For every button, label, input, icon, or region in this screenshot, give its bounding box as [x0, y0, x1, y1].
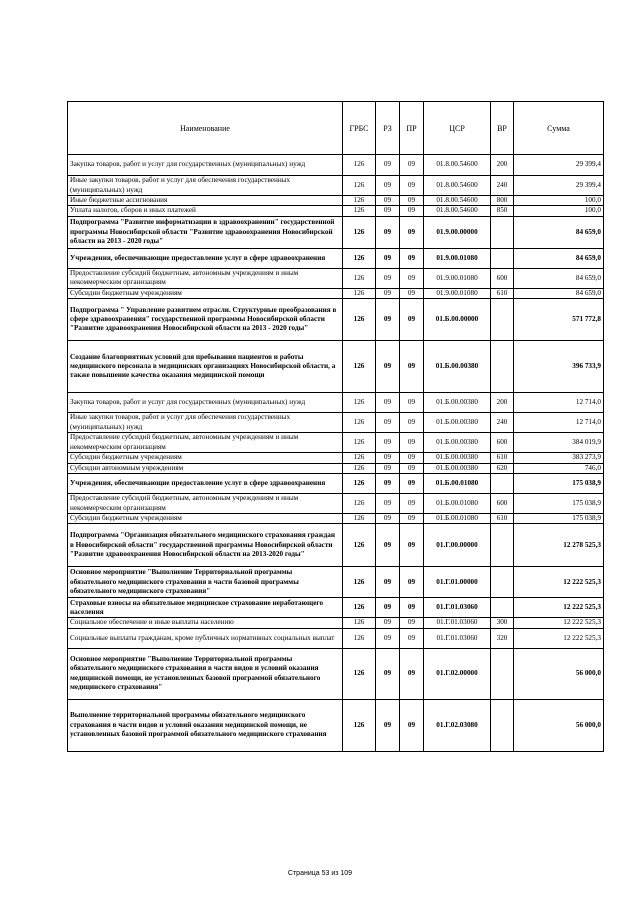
cell-sum: 29 399,4 [514, 155, 604, 176]
cell-rz: 09 [376, 598, 400, 618]
cell-rz: 09 [376, 453, 400, 463]
cell-csr: 01.9.00.01080 [424, 288, 491, 298]
cell-pr: 09 [400, 206, 424, 216]
cell-name: Основное мероприятие "Выполнение Территориальной программы обязательного медицинского страхования в части видов и условий оказания медицинской помощи, не установленных базовой программой обязательного медицинского страхования" [68, 648, 343, 699]
header-csr: ЦСР [424, 102, 491, 155]
cell-rz: 09 [376, 648, 400, 699]
cell-vr [491, 248, 514, 268]
header-pr: ПР [400, 102, 424, 155]
table-row [68, 288, 604, 298]
table-row [68, 494, 604, 514]
page-number: Страница 53 из 109 [287, 870, 353, 877]
cell-pr: 09 [400, 176, 424, 196]
budget-table [67, 101, 604, 752]
cell-name: Создание благоприятных условий для пребывания пациентов и работы медицинского персонала в медицинских организациях Новосибирской области, а также повышение качества оказания медицинской помощи [68, 341, 343, 393]
cell-csr: 01.Г.02.03080 [424, 699, 491, 751]
cell-rz: 09 [376, 474, 400, 494]
cell-grbs: 126 [343, 567, 376, 598]
cell-pr: 09 [400, 413, 424, 433]
cell-vr: 240 [491, 413, 514, 433]
cell-csr: 01.Г.01.00000 [424, 567, 491, 598]
cell-vr [491, 699, 514, 751]
cell-csr: 01.Г.00.00000 [424, 524, 491, 567]
header-rz: РЗ [376, 102, 400, 155]
cell-vr [491, 524, 514, 567]
cell-csr: 01.Б.00.01080 [424, 494, 491, 514]
cell-grbs: 126 [343, 299, 376, 341]
cell-rz: 09 [376, 206, 400, 216]
table-row [68, 268, 604, 288]
cell-name: Иные закупки товаров, работ и услуг для обеспечения государственных (муниципальных) нужд [68, 176, 343, 196]
cell-rz: 09 [376, 288, 400, 298]
cell-csr: 01.Б.00.01080 [424, 514, 491, 524]
cell-name: Иные бюджетные ассигнования [68, 196, 343, 206]
cell-rz: 09 [376, 628, 400, 648]
cell-sum: 175 038,9 [514, 494, 604, 514]
cell-sum: 175 038,9 [514, 514, 604, 524]
cell-pr: 09 [400, 155, 424, 176]
cell-name: Закупка товаров, работ и услуг для государственных (муниципальных) нужд [68, 393, 343, 413]
table-row [68, 393, 604, 413]
cell-sum: 100,0 [514, 206, 604, 216]
cell-sum: 12 222 525,3 [514, 598, 604, 618]
cell-vr: 600 [491, 268, 514, 288]
cell-csr: 01.8.00.54600 [424, 196, 491, 206]
cell-vr: 200 [491, 155, 514, 176]
cell-name: Закупка товаров, работ и услуг для государственных (муниципальных) нужд [68, 155, 343, 176]
cell-rz: 09 [376, 413, 400, 433]
cell-vr [491, 598, 514, 618]
table-row [68, 341, 604, 393]
cell-rz: 09 [376, 433, 400, 453]
cell-pr: 09 [400, 699, 424, 751]
cell-grbs: 126 [343, 206, 376, 216]
cell-rz: 09 [376, 699, 400, 751]
cell-name: Социальные выплаты гражданам, кроме публичных нормативных социальных выплат [68, 628, 343, 648]
table-row [68, 216, 604, 248]
header-sum: Сумма [514, 102, 604, 155]
cell-rz: 09 [376, 341, 400, 393]
cell-vr [491, 299, 514, 341]
cell-grbs: 126 [343, 699, 376, 751]
header-grbs: ГРБС [343, 102, 376, 155]
cell-rz: 09 [376, 618, 400, 628]
cell-rz: 09 [376, 463, 400, 473]
table-row [68, 433, 604, 453]
cell-vr: 610 [491, 514, 514, 524]
cell-sum: 12 714,0 [514, 393, 604, 413]
cell-sum: 56 000,0 [514, 648, 604, 699]
table-row [68, 206, 604, 216]
cell-grbs: 126 [343, 268, 376, 288]
table-row [68, 567, 604, 598]
cell-vr [491, 216, 514, 248]
cell-grbs: 126 [343, 341, 376, 393]
cell-pr: 09 [400, 463, 424, 473]
cell-grbs: 126 [343, 618, 376, 628]
cell-sum: 571 772,8 [514, 299, 604, 341]
cell-name: Субсидии автономным учреждениям [68, 463, 343, 473]
cell-csr: 01.8.00.54600 [424, 176, 491, 196]
cell-name: Основное мероприятие "Выполнение Территориальной программы обязательного медицинского страхования в части базовой программы обязательного медицинского страхования" [68, 567, 343, 598]
cell-sum: 12 222 525,3 [514, 618, 604, 628]
cell-rz: 09 [376, 268, 400, 288]
cell-pr: 09 [400, 567, 424, 598]
cell-grbs: 126 [343, 648, 376, 699]
table-row [68, 248, 604, 268]
table-row [68, 648, 604, 699]
cell-sum: 84 659,0 [514, 248, 604, 268]
cell-rz: 09 [376, 393, 400, 413]
table-row [68, 699, 604, 751]
cell-pr: 09 [400, 514, 424, 524]
cell-pr: 09 [400, 216, 424, 248]
cell-grbs: 126 [343, 598, 376, 618]
cell-grbs: 126 [343, 628, 376, 648]
cell-sum: 175 038,9 [514, 474, 604, 494]
table-row [68, 463, 604, 473]
header-name: Наименование [68, 102, 343, 155]
cell-grbs: 126 [343, 413, 376, 433]
cell-csr: 01.9.00.00000 [424, 216, 491, 248]
cell-name: Иные закупки товаров, работ и услуг для обеспечения государственных (муниципальных) нужд [68, 413, 343, 433]
cell-vr: 320 [491, 628, 514, 648]
table-row [68, 453, 604, 463]
cell-rz: 09 [376, 155, 400, 176]
cell-rz: 09 [376, 248, 400, 268]
cell-name: Субсидии бюджетным учреждениям [68, 288, 343, 298]
cell-pr: 09 [400, 494, 424, 514]
cell-grbs: 126 [343, 176, 376, 196]
cell-pr: 09 [400, 341, 424, 393]
cell-csr: 01.Б.00.00380 [424, 453, 491, 463]
cell-sum: 100,0 [514, 196, 604, 206]
cell-vr [491, 341, 514, 393]
cell-name: Учреждения, обеспечивающие предоставление услуг в сфере здравоохранения [68, 248, 343, 268]
cell-pr: 09 [400, 268, 424, 288]
cell-pr: 09 [400, 248, 424, 268]
cell-grbs: 126 [343, 433, 376, 453]
cell-name: Подпрограмма " Управление развитием отрасли. Структурные преобразования в сфере здравоохранения" государственной программы Новосибирской области "Развитие здравоохранения Новосибирской области на 2013 - 2020 годы" [68, 299, 343, 341]
cell-grbs: 126 [343, 288, 376, 298]
cell-pr: 09 [400, 618, 424, 628]
cell-sum: 56 000,0 [514, 699, 604, 751]
cell-name: Субсидии бюджетным учреждениям [68, 514, 343, 524]
table-row [68, 598, 604, 618]
table-row [68, 155, 604, 176]
cell-sum: 746,0 [514, 463, 604, 473]
cell-rz: 09 [376, 494, 400, 514]
table-header-row [68, 102, 604, 155]
cell-csr: 01.8.00.54600 [424, 206, 491, 216]
cell-vr: 610 [491, 453, 514, 463]
table-row [68, 196, 604, 206]
cell-pr: 09 [400, 196, 424, 206]
cell-sum: 84 659,0 [514, 268, 604, 288]
cell-pr: 09 [400, 524, 424, 567]
cell-grbs: 126 [343, 453, 376, 463]
cell-csr: 01.9.00.01080 [424, 268, 491, 288]
table-row [68, 514, 604, 524]
cell-sum: 396 733,9 [514, 341, 604, 393]
cell-name: Выполнение территориальной программы обязательного медицинского страхования в части видов и условий оказания медицинской помощи, не установленных базовой программой обязательного медицинского страхования [68, 699, 343, 751]
cell-vr [491, 567, 514, 598]
cell-name: Подпрограмма "Развитие информатизации в здравоохранении" государственной программы Новосибирской области "Развитие здравоохранения Новосибирской области на 2013 - 2020 годы" [68, 216, 343, 248]
cell-rz: 09 [376, 299, 400, 341]
cell-pr: 09 [400, 474, 424, 494]
cell-grbs: 126 [343, 155, 376, 176]
cell-name: Уплата налогов, сборов и иных платежей [68, 206, 343, 216]
cell-vr [491, 474, 514, 494]
table-row [68, 628, 604, 648]
cell-csr: 01.Б.00.00380 [424, 433, 491, 453]
cell-sum: 12 222 525,3 [514, 567, 604, 598]
cell-csr: 01.Б.00.00000 [424, 299, 491, 341]
cell-csr: 01.9.00.01080 [424, 248, 491, 268]
cell-vr: 240 [491, 176, 514, 196]
cell-grbs: 126 [343, 248, 376, 268]
header-vr: ВР [491, 102, 514, 155]
table-row [68, 474, 604, 494]
cell-name: Субсидии бюджетным учреждениям [68, 453, 343, 463]
cell-csr: 01.Г.01.03060 [424, 598, 491, 618]
table-row [68, 524, 604, 567]
cell-csr: 01.Б.00.00380 [424, 463, 491, 473]
cell-csr: 01.Б.00.00380 [424, 393, 491, 413]
cell-sum: 384 019,9 [514, 433, 604, 453]
cell-sum: 12 222 525,3 [514, 628, 604, 648]
table-row [68, 176, 604, 196]
cell-grbs: 126 [343, 463, 376, 473]
cell-rz: 09 [376, 176, 400, 196]
cell-vr [491, 648, 514, 699]
cell-name: Предоставление субсидий бюджетным, автономным учреждениям и иным некоммерческим организациям [68, 268, 343, 288]
cell-grbs: 126 [343, 393, 376, 413]
cell-vr: 620 [491, 463, 514, 473]
cell-vr: 200 [491, 393, 514, 413]
cell-grbs: 126 [343, 514, 376, 524]
cell-grbs: 126 [343, 474, 376, 494]
cell-csr: 01.Б.00.00380 [424, 413, 491, 433]
cell-vr: 600 [491, 433, 514, 453]
cell-pr: 09 [400, 299, 424, 341]
cell-vr: 800 [491, 196, 514, 206]
cell-pr: 09 [400, 393, 424, 413]
cell-grbs: 126 [343, 494, 376, 514]
cell-pr: 09 [400, 288, 424, 298]
cell-grbs: 126 [343, 524, 376, 567]
cell-name: Страховые взносы на обязательное медицинское страхование неработающего населения [68, 598, 343, 618]
cell-vr: 300 [491, 618, 514, 628]
cell-sum: 12 278 525,3 [514, 524, 604, 567]
cell-rz: 09 [376, 216, 400, 248]
cell-sum: 12 714,0 [514, 413, 604, 433]
cell-name: Предоставление субсидий бюджетным, автономным учреждениям и иным некоммерческим организациям [68, 433, 343, 453]
cell-pr: 09 [400, 628, 424, 648]
cell-rz: 09 [376, 514, 400, 524]
table-row [68, 299, 604, 341]
cell-name: Учреждения, обеспечивающие предоставление услуг в сфере здравоохранения [68, 474, 343, 494]
cell-sum: 84 659,0 [514, 216, 604, 248]
cell-sum: 84 659,0 [514, 288, 604, 298]
cell-pr: 09 [400, 648, 424, 699]
cell-grbs: 126 [343, 196, 376, 206]
cell-csr: 01.Б.00.00380 [424, 341, 491, 393]
cell-name: Предоставление субсидий бюджетным, автономным учреждениям и иным некоммерческим организациям [68, 494, 343, 514]
cell-pr: 09 [400, 598, 424, 618]
cell-grbs: 126 [343, 216, 376, 248]
cell-rz: 09 [376, 196, 400, 206]
cell-name: Подпрограмма "Организация обязательного медицинского страхования граждан в Новосибирской области" государственной программы Новосибирской области "Развитие здравоохранения Новосибирской области на 2013-2020 годы" [68, 524, 343, 567]
table-row [68, 618, 604, 628]
cell-csr: 01.Г.02.00000 [424, 648, 491, 699]
cell-csr: 01.Б.00.01080 [424, 474, 491, 494]
table-row [68, 413, 604, 433]
cell-sum: 29 399,4 [514, 176, 604, 196]
cell-csr: 01.Г.01.03060 [424, 618, 491, 628]
cell-name: Социальное обеспечение и иные выплаты населению [68, 618, 343, 628]
cell-rz: 09 [376, 567, 400, 598]
cell-vr: 850 [491, 206, 514, 216]
cell-rz: 09 [376, 524, 400, 567]
cell-pr: 09 [400, 453, 424, 463]
cell-csr: 01.Г.01.03060 [424, 628, 491, 648]
cell-sum: 383 273,9 [514, 453, 604, 463]
table-body [68, 155, 604, 752]
cell-vr: 600 [491, 494, 514, 514]
cell-vr: 610 [491, 288, 514, 298]
cell-pr: 09 [400, 433, 424, 453]
cell-csr: 01.8.00.54600 [424, 155, 491, 176]
